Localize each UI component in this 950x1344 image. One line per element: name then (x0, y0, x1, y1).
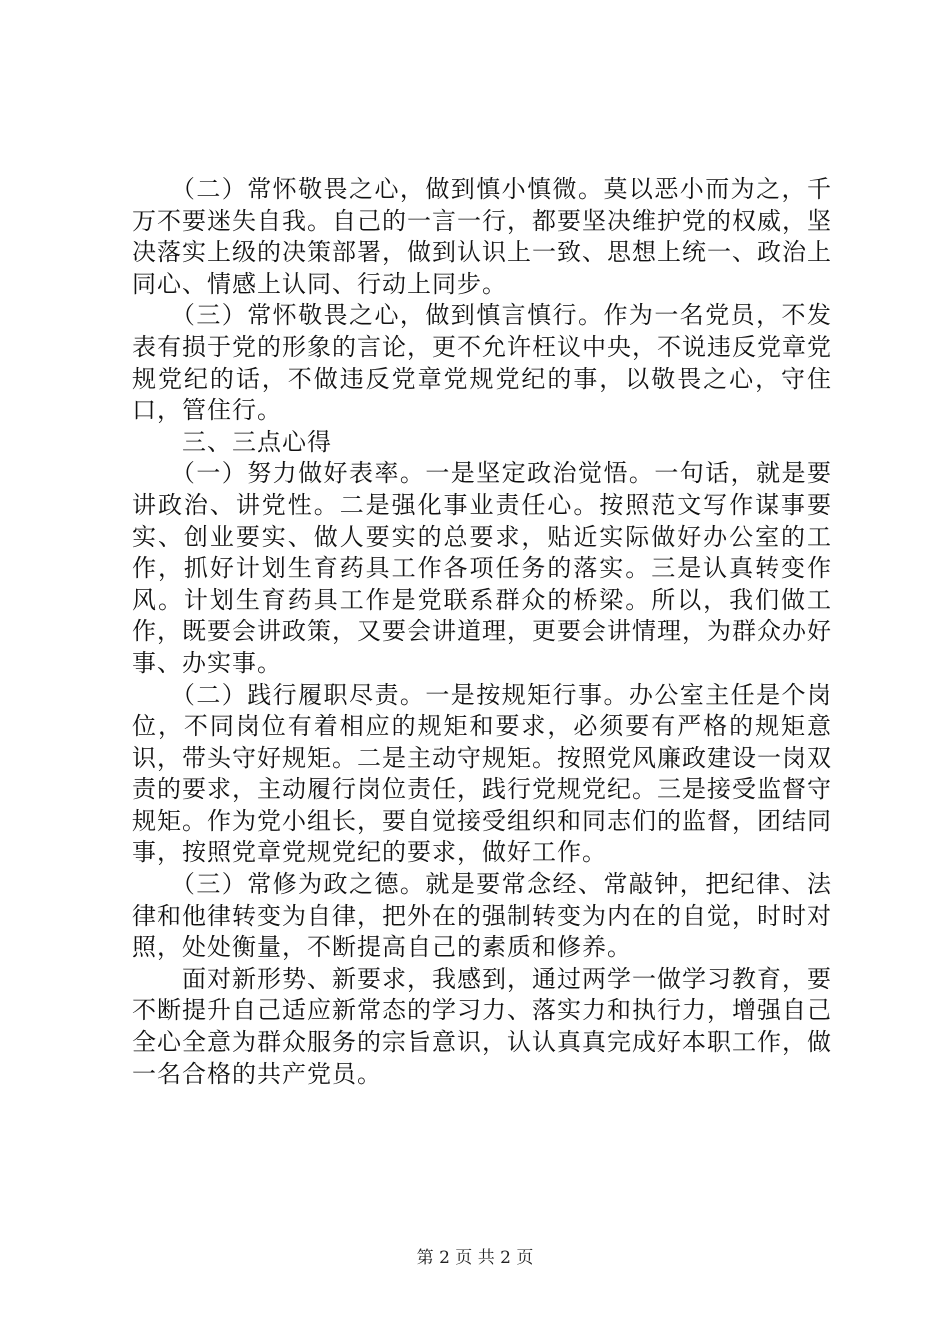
paragraph-6: 面对新形势、新要求，我感到，通过两学一做学习教育，要不断提升自己适应新常态的学习力、落实力和执行力，增强自己全心全意为群众服务的宗旨意识，认认真真完成好本职工作，做一名合格的共产党员。 (132, 964, 832, 1088)
paragraph-5: （三）常修为政之德。就是要常念经、常敲钟，把纪律、法律和他律转变为自律，把外在的强制转变为内在的自觉，时时对照，处处衡量，不断提高自己的素质和修养。 (132, 870, 832, 962)
paragraph-1: （二）常怀敬畏之心，做到慎小慎微。莫以恶小而为之，千万不要迷失自我。自己的一言一行，都要坚决维护党的权威，坚决落实上级的决策部署，做到认识上一致、思想上统一、政治上同心、情感上认同、行动上同步。 (132, 175, 832, 298)
section-heading: 三、三点心得 (132, 427, 332, 456)
page-number-footer: 第 2 页 共 2 页 (416, 1248, 534, 1268)
paragraph-2: （三）常怀敬畏之心，做到慎言慎行。作为一名党员，不发表有损于党的形象的言论，更不允许枉议中央，不说违反党章党规党纪的话，不做违反党章党规党纪的事，以敬畏之心，守住口，管住行。 (132, 301, 832, 425)
paragraph-3: （一）努力做好表率。一是坚定政治觉悟。一句话，就是要讲政治、讲党性。二是强化事业责任心。按照范文写作谋事要实、创业要实、做人要实的总要求，贴近实际做好办公室的工作，抓好计划生育药具工作各项任务的落实。三是认真转变作风。计划生育药具工作是党联系群众的桥梁。所以，我们做工作，既要会讲政策，又要会讲道理，更要会讲情理，为群众办好事、办实事。 (132, 459, 832, 677)
paragraph-4: （二）践行履职尽责。一是按规矩行事。办公室主任是个岗位，不同岗位有着相应的规矩和要求，必须要有严格的规矩意识，带头守好规矩。二是主动守规矩。按照党风廉政建设一岗双责的要求，主动履行岗位责任，践行党规党纪。三是接受监督守规矩。作为党小组长，要自觉接受组织和同志们的监督，团结同事，按照党章党规党纪的要求，做好工作。 (132, 680, 832, 867)
document-body (132, 174, 832, 1090)
